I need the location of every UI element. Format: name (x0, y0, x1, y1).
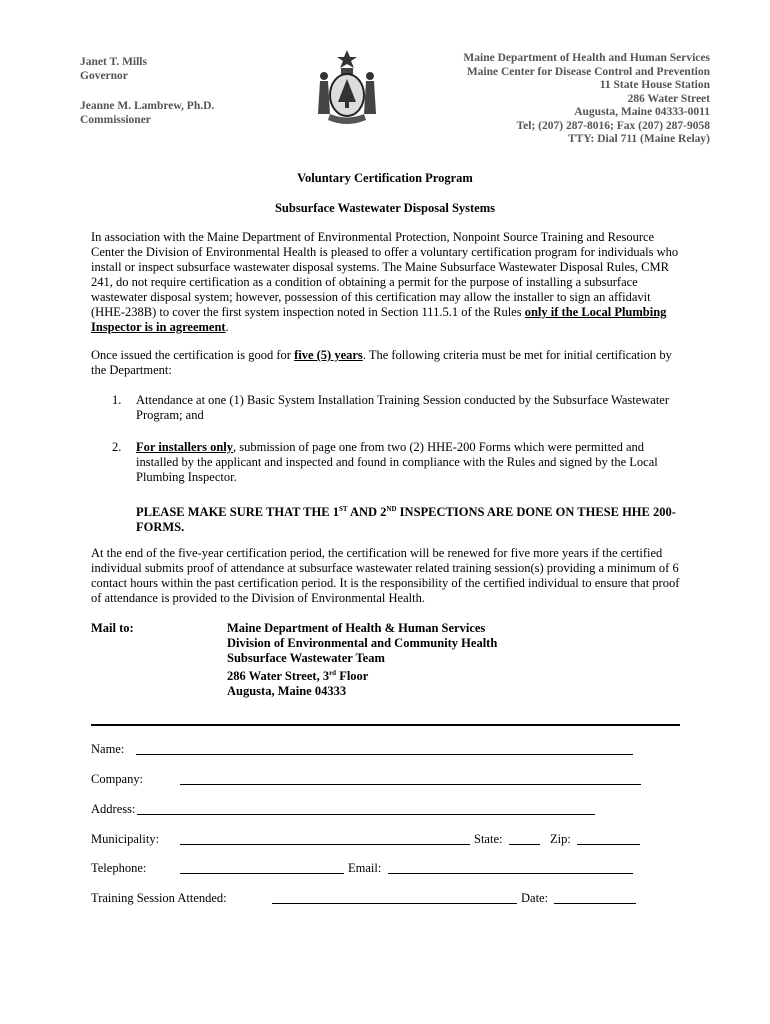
certification-term-paragraph: Once issued the certification is good for five (5) years. The following criteria must be met for initial certification by the Department: (91, 348, 672, 377)
page-title: Voluntary Certification Program (297, 171, 473, 185)
agency-line: TTY: Dial 711 (Maine Relay) (567, 133, 710, 145)
municipality-label: Municipality: (91, 832, 160, 846)
state-seal-icon (314, 48, 380, 130)
telephone-field[interactable] (180, 860, 344, 874)
agency-line: 11 State House Station (599, 79, 710, 91)
training-session-field[interactable] (272, 890, 517, 904)
renewal-paragraph: At the end of the five-year certification period, the certification will be renewed for five more years if the certified individual submits proof of attendance at subsurface wastewater related training session(s) providing a minimum of 6 contact hours within the past certification period. It is the responsibility of the certified individual to ensure that proof of attendance is provided to the Division of Environmental Health. (91, 546, 680, 605)
intro-paragraph: In association with the Maine Department of Environmental Protection, Nonpoint Source Training and Resource Center the Division of Environmental Health is pleased to offer a voluntary certification program for individuals who install or inspect subsurface wastewater disposal systems. The Maine Subsurface Wastewater Disposal Rules, CMR 241, do not require certification as a condition of obtaining a permit for the purpose of installing a subsurface wastewater disposal system; however, possession of this certification may allow the installer to sign an affidavit (HHE-238B) to cover the first system inspection noted in Section 111.5.1 of the Rules only if the Local Plumbing Inspector is in agreement. (91, 230, 679, 334)
plumbing-inspector-emphasis: only if the Local Plumbing Inspector is in agreement (91, 305, 667, 334)
list-item: For installers only, submission of page one from two (2) HHE-200 Forms which were permitted and installed by the applicant and inspected and found in compliance with the Rules and signed by the Local Plumbing Inspector. (136, 440, 658, 484)
governor-name: Janet T. Mills (80, 56, 147, 68)
zip-label: Zip: (550, 832, 571, 846)
list-number: 1. (112, 393, 122, 407)
inspection-warning: PLEASE MAKE SURE THAT THE 1ST AND 2ND INSPECTIONS ARE DONE ON THESE HHE 200-FORMS. (136, 505, 676, 534)
commissioner-name: Jeanne M. Lambrew, Ph.D. (80, 100, 215, 112)
municipality-field[interactable] (180, 831, 470, 845)
agency-line: Maine Department of Health and Human Services (463, 52, 710, 64)
company-label: Company: (91, 772, 144, 786)
email-field[interactable] (388, 860, 633, 874)
page-subtitle: Subsurface Wastewater Disposal Systems (274, 201, 496, 215)
state-field[interactable] (509, 831, 540, 845)
governor-title: Governor (80, 70, 128, 82)
mailing-address: Maine Department of Health & Human Services Division of Environmental and Community Health Subsurface Wastewater Team 286 Water Street, 3rd Floor Augusta, Maine 04333 (227, 621, 498, 698)
telephone-label: Telephone: (91, 861, 147, 875)
training-session-label: Training Session Attended: (91, 891, 227, 905)
zip-field[interactable] (577, 831, 640, 845)
section-divider (91, 724, 680, 726)
list-number: 2. (112, 440, 122, 454)
name-label: Name: (91, 742, 125, 756)
address-field[interactable] (137, 801, 595, 815)
list-item: Attendance at one (1) Basic System Installation Training Session conducted by the Subsurface Wastewater Program; and (136, 393, 670, 422)
agency-line: Tel; (207) 287-8016; Fax (207) 287-9058 (516, 119, 710, 132)
agency-line: Maine Center for Disease Control and Prevention (466, 65, 710, 78)
installers-only-emphasis: For installers only (136, 440, 233, 454)
address-label: Address: (91, 802, 136, 816)
state-label: State: (474, 832, 503, 846)
agency-line: 286 Water Street (627, 92, 710, 105)
date-field[interactable] (554, 890, 636, 904)
email-label: Email: (348, 861, 382, 875)
name-field[interactable] (136, 741, 633, 755)
commissioner-title: Commissioner (80, 114, 151, 126)
company-field[interactable] (180, 771, 641, 785)
mail-to-label: Mail to: (91, 621, 134, 635)
date-label: Date: (521, 891, 549, 905)
agency-line: Augusta, Maine 04333-0011 (574, 106, 710, 118)
agency-address (463, 52, 710, 147)
five-years-emphasis: five (5) years (294, 348, 363, 362)
header-officials (80, 55, 214, 127)
